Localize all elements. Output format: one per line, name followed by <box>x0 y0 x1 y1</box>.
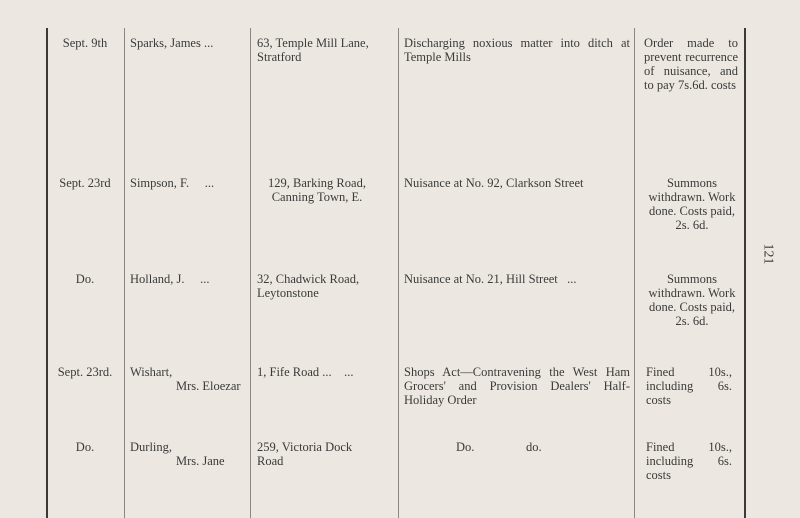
row-2-name: Simpson, F. ... <box>130 176 215 190</box>
row-5-offence-ditto: do. <box>526 440 542 454</box>
row-3-name: Holland, J. ... <box>130 272 210 286</box>
row-1-result: Order made to prevent recurrence of nuisance, and to pay 7s.6d. costs <box>644 36 738 92</box>
row-5-date: Do. <box>75 440 95 454</box>
row-5-offence <box>404 440 682 454</box>
row-5-name <box>130 440 242 468</box>
column-rule-2 <box>250 28 251 518</box>
row-3-offence: Nuisance at No. 21, Hill Street ... <box>404 272 577 286</box>
row-2-offence: Nuisance at No. 92, Clarkson Street <box>404 176 584 190</box>
row-5-address: 259, Victoria Dock Road <box>257 440 353 468</box>
row-3-date: Do. <box>75 272 95 286</box>
column-rule-3 <box>398 28 399 518</box>
row-1-date: Sept. 9th <box>62 36 108 50</box>
row-5-offence-do: Do. <box>456 440 475 454</box>
row-1-offence: Discharging noxious matter into ditch at Temple Mills <box>404 36 630 64</box>
row-4-result: Fined 10s., including 6s. costs <box>646 365 732 407</box>
row-2-date: Sept. 23rd <box>59 176 111 190</box>
row-2-address: 129, Barking Road, Canning Town, E. <box>268 176 366 204</box>
row-3-address: 32, Chadwick Road, Leytonstone <box>257 272 360 300</box>
row-1-name: Sparks, James ... <box>130 36 214 50</box>
row-1-address: 63, Temple Mill Lane, Stratford <box>257 36 369 64</box>
right-border-rule <box>744 28 746 518</box>
row-5-name-surname: Durling, <box>130 440 173 454</box>
row-2-result: Summons withdrawn. Work done. Costs paid, 2s. 6d. <box>648 176 736 232</box>
row-5-name-given: Mrs. Jane <box>176 454 225 468</box>
row-5-result: Fined 10s., including 6s. costs <box>646 440 732 482</box>
row-3-result: Summons withdrawn. Work done. Costs paid, 2s. 6d. <box>648 272 736 328</box>
column-rule-1 <box>124 28 125 518</box>
row-4-name-given: Mrs. Eloezar <box>176 379 241 393</box>
row-4-date: Sept. 23rd. <box>57 365 113 379</box>
row-4-name <box>130 365 242 393</box>
row-4-offence: Shops Act—Contravening the West Ham Grocers' and Provision Dealers' Half-Holiday Order <box>404 365 630 407</box>
page-number: 121 <box>760 243 776 265</box>
row-4-address: 1, Fife Road ... ... <box>257 365 354 379</box>
row-4-name-surname: Wishart, <box>130 365 173 379</box>
